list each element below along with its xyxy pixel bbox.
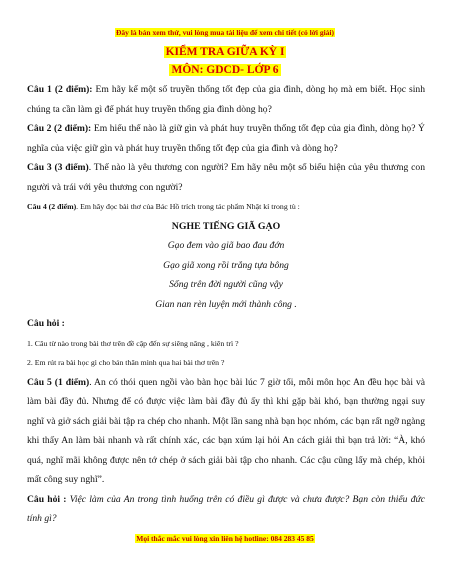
exam-subject-text: MÔN: GDCD- LỚP 6	[171, 64, 279, 76]
question-label: Câu 5 (1 điểm)	[27, 376, 90, 388]
poem-line: Gạo giã xong rồi trắng tựa bông	[163, 259, 289, 271]
question-text: Việc làm của An trong tình huống trên có điều gì được và chưa được? Bạn còn thiếu đức tính gì?	[27, 493, 425, 524]
poem-line: Gian nan rèn luyện mới thành công .	[155, 298, 297, 310]
question-text: . Thế nào là yêu thương con người? Em hãy nêu một số biểu hiện của yêu thương con người và trái với yêu thương con người?	[27, 162, 425, 193]
question-2	[27, 119, 425, 158]
question-1	[27, 80, 425, 119]
question-3	[27, 158, 425, 197]
exam-subject	[0, 64, 450, 76]
question-label: Câu 3 (3 điểm)	[27, 162, 89, 173]
question-5	[27, 373, 425, 490]
exam-title	[0, 46, 450, 58]
poem-line: Gạo đem vào giã bao đau đớn	[167, 240, 285, 251]
hotline-notice-text: Mọi thắc mắc vui lòng xin liên hệ hotline: 084 283 45 85	[136, 534, 314, 543]
hotline-notice-banner	[0, 534, 450, 543]
sub-question: 1. Câu từ nào trong bài thơ trên đề cập đến sự siêng năng , kiên trì ?	[27, 338, 239, 348]
sub-questions-label-text: Câu hỏi :	[27, 318, 65, 329]
preview-notice-text: Đây là bản xem thử, vui lòng mua tài liệu để xem chi tiết (có lời giải)	[115, 28, 335, 37]
poem-title: NGHE TIẾNG GIÃ GẠO	[171, 220, 281, 232]
sub-questions-label	[27, 314, 425, 334]
poem-line: Sống trên đời người cũng vậy	[169, 279, 283, 290]
question-text: . Em hãy đọc bài thơ của Bác Hồ trích trong tác phẩm Nhật kí trong tù :	[76, 202, 300, 211]
exam-content	[27, 80, 425, 529]
question-text: . An có thói quen ngồi vào bàn học bài lúc 7 giờ tối, mỗi môn học An đều học bài và làm bài đầy đủ. Nhưng để có được việc làm bài đầy đủ ấy thì khi gặp bài khó, bạn thường ngại suy nghĩ và giở sách giải bài tập ra chép cho nhanh. Một lần sang nhà bạn học nhóm, các bạn rất ngỡ ngàng khi thấy An làm bài nhanh và rất chính xác, các bạn xúm lại hỏi An cách giải thì bạn trả lời: “À, khó quá, nghĩ mãi không được nên tớ chép ở sách giải bài tập cho nhanh. Các cậu cũng lấy mà chép, khỏi mất công suy nghĩ”.	[27, 376, 425, 485]
question-4	[27, 197, 425, 217]
question-5-prompt	[27, 490, 425, 529]
exam-title-text: KIỂM TRA GIỮA KỲ I	[165, 46, 285, 58]
question-label: Câu 1 (2 điểm):	[27, 84, 93, 95]
question-text: Em hãy kể một số truyền thống tốt đẹp của gia đình, dòng họ mà em biết. Học sinh chúng ta cần làm gì để phát huy truyền thống gia đình dòng họ?	[27, 84, 425, 115]
question-label: Câu 4 (2 điểm)	[27, 202, 77, 211]
sub-question: 2. Em rút ra bài học gì cho bản thân mình qua hai bài thơ trên ?	[27, 358, 225, 367]
question-label: Câu hỏi :	[27, 493, 67, 505]
question-text: Em hiểu thế nào là giữ gìn và phát huy truyền thống tốt đẹp của gia đình, dòng họ? Ý nghĩa của việc giữ gìn và phát huy truyền thống tốt đẹp của gia đình và dòng họ?	[27, 123, 425, 154]
question-label: Câu 2 (2 điểm):	[27, 123, 92, 134]
preview-notice-banner	[0, 28, 450, 37]
